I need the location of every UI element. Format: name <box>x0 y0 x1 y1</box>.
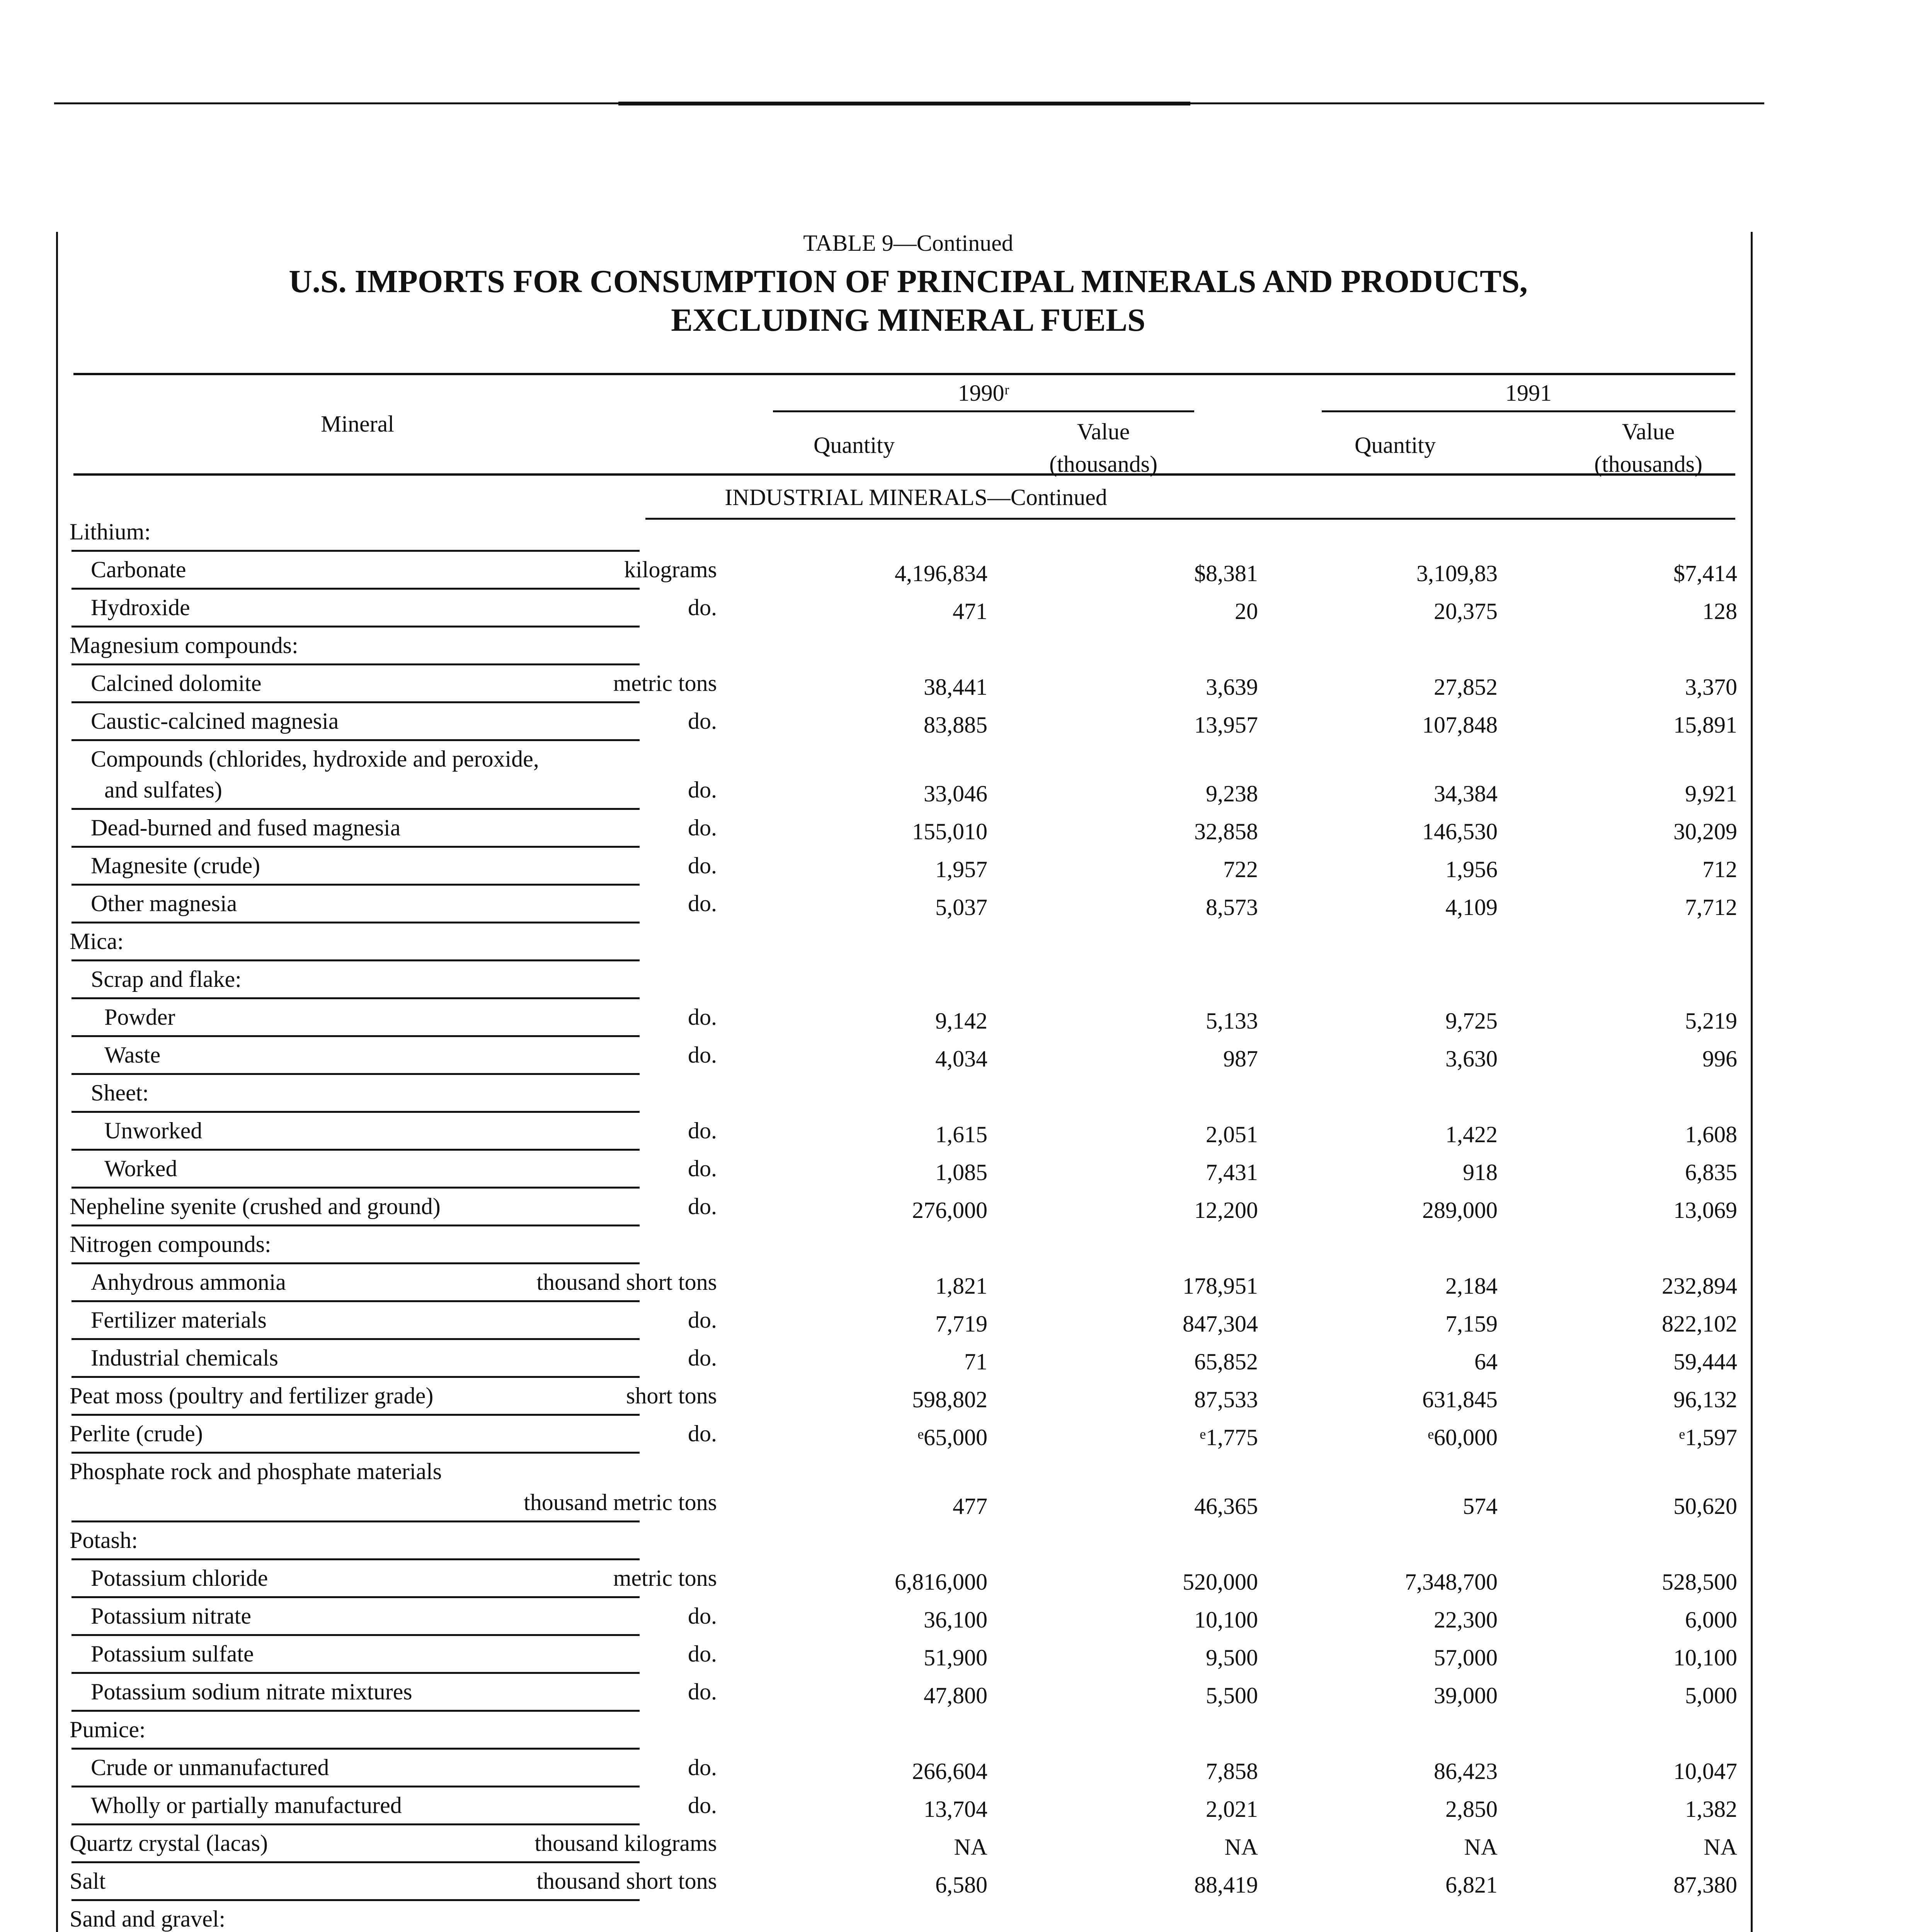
value-1991-cell: 9,921 <box>1685 781 1737 806</box>
unit-label: metric tons <box>613 1565 717 1591</box>
quantity-1990-cell: 471 <box>953 599 987 624</box>
mineral-label: and sulfates) <box>104 777 222 803</box>
quantity-1990-cell: 36,100 <box>924 1607 987 1633</box>
mineral-label: Dead-burned and fused magnesia <box>91 815 401 840</box>
table-row <box>71 772 1737 810</box>
table-row <box>71 628 1737 665</box>
col-header-value-1991 <box>1557 415 1739 480</box>
mineral-label: Waste <box>104 1042 161 1068</box>
table-row <box>71 1560 1737 1598</box>
table-row <box>71 741 1737 772</box>
value-label: Value <box>1077 419 1130 444</box>
quantity-1990-cell: NA <box>954 1834 987 1860</box>
value-1990-cell: 7,431 <box>1206 1160 1258 1185</box>
quantity-1990-cell: 1,821 <box>935 1273 987 1299</box>
value-1990-cell: 8,573 <box>1206 895 1258 920</box>
value-1990-cell: 5,500 <box>1206 1683 1258 1708</box>
value-1990-cell: 9,238 <box>1206 781 1258 806</box>
table-row <box>71 703 1737 741</box>
col-header-quantity-1991: Quantity <box>1355 432 1436 458</box>
mineral-label: Unworked <box>104 1118 203 1143</box>
table-body <box>71 514 1737 1932</box>
value-1991-cell: 96,132 <box>1673 1387 1737 1412</box>
quantity-1990-cell: 5,037 <box>935 895 987 920</box>
quantity-1990-cell: 6,580 <box>935 1872 987 1898</box>
header-top-rule <box>73 373 1735 375</box>
value-1991-cell: 10,047 <box>1673 1759 1737 1784</box>
unit-label: do. <box>688 1421 717 1446</box>
unit-label: do. <box>688 1345 717 1371</box>
mineral-label: Other magnesia <box>91 891 237 916</box>
unit-label: kilograms <box>624 557 717 582</box>
quantity-1990-cell: 51,900 <box>924 1645 987 1670</box>
mineral-label: Fertilizer materials <box>91 1307 267 1333</box>
table-row <box>71 1189 1737 1226</box>
mineral-label: Quartz crystal (lacas) <box>70 1830 268 1856</box>
quantity-1991-cell: 7,348,700 <box>1405 1569 1498 1595</box>
quantity-1990-cell: 1,615 <box>935 1122 987 1147</box>
section-header: INDUSTRIAL MINERALS—Continued <box>725 485 1107 510</box>
mineral-label: Peat moss (poultry and fertilizer grade) <box>70 1383 434 1408</box>
quantity-1991-cell: 20,375 <box>1434 599 1498 624</box>
quantity-1990-cell: 33,046 <box>924 781 987 806</box>
unit-label: do. <box>688 1004 717 1030</box>
mineral-label: Perlite (crude) <box>70 1421 203 1446</box>
table-row <box>71 1340 1737 1378</box>
value-1991-cell: ᵉ1,597 <box>1679 1425 1737 1450</box>
table-row <box>71 1485 1737 1522</box>
quantity-1991-cell: 27,852 <box>1434 674 1498 700</box>
mineral-label: Sand and gravel: <box>70 1906 226 1932</box>
table-row <box>71 886 1737 923</box>
col-header-mineral: Mineral <box>321 411 394 437</box>
table-title: U.S. IMPORTS FOR CONSUMPTION OF PRINCIPAL MINERALS AND PRODUCTS, <box>289 264 1528 299</box>
value-1990-cell: ᵉ1,775 <box>1200 1425 1258 1450</box>
unit-label: metric tons <box>613 670 717 696</box>
mineral-label: Lithium: <box>70 519 151 544</box>
quantity-1991-cell: ᵉ60,000 <box>1428 1425 1498 1450</box>
value-1991-cell: 822,102 <box>1662 1311 1737 1337</box>
quantity-1990-cell: 1,085 <box>935 1160 987 1185</box>
table-row <box>71 1226 1737 1264</box>
table-row <box>71 1113 1737 1151</box>
mineral-label: Anhydrous ammonia <box>91 1269 286 1295</box>
value-1991-cell: 3,370 <box>1685 674 1737 700</box>
quantity-1990-cell: 47,800 <box>924 1683 987 1708</box>
value-1990-cell: 13,957 <box>1194 712 1258 738</box>
unit-label: do. <box>688 1603 717 1629</box>
value-1990-cell: 2,051 <box>1206 1122 1258 1147</box>
table-row <box>71 552 1737 590</box>
quantity-1991-cell: 918 <box>1463 1160 1498 1185</box>
value-1990-cell: 12,200 <box>1194 1197 1258 1223</box>
quantity-1991-cell: 64 <box>1474 1349 1498 1374</box>
quantity-1991-cell: 107,848 <box>1422 712 1498 738</box>
value-label: Value <box>1622 419 1675 444</box>
thousands-label: (thousands) <box>1594 451 1702 477</box>
unit-label: do. <box>688 708 717 734</box>
value-1990-cell: 7,858 <box>1206 1759 1258 1784</box>
value-1990-cell: $8,381 <box>1194 561 1258 586</box>
mineral-label: Nepheline syenite (crushed and ground) <box>70 1194 441 1219</box>
value-1991-cell: 59,444 <box>1673 1349 1737 1374</box>
quantity-1991-cell: 289,000 <box>1422 1197 1498 1223</box>
col-header-quantity-1990: Quantity <box>814 432 895 458</box>
mineral-label: Potassium nitrate <box>91 1603 251 1629</box>
col-header-year-1990: 1990ʳ <box>958 380 1009 406</box>
table-row <box>71 1901 1737 1932</box>
quantity-1990-cell: 9,142 <box>935 1008 987 1034</box>
quantity-1991-cell: 1,422 <box>1445 1122 1498 1147</box>
table-row <box>71 1037 1737 1075</box>
table-row <box>71 923 1737 961</box>
value-1991-cell: 7,712 <box>1685 895 1737 920</box>
value-1991-cell: 10,100 <box>1673 1645 1737 1670</box>
value-1990-cell: 20 <box>1235 599 1258 624</box>
value-1990-cell: 88,419 <box>1194 1872 1258 1898</box>
quantity-1991-cell: 4,109 <box>1445 895 1498 920</box>
quantity-1990-cell: 4,034 <box>935 1046 987 1071</box>
mineral-label: Scrap and flake: <box>91 966 242 992</box>
table-row <box>71 1863 1737 1901</box>
value-1990-cell: 65,852 <box>1194 1349 1258 1374</box>
mineral-label: Nitrogen compounds: <box>70 1231 271 1257</box>
mineral-label: Worked <box>104 1156 177 1181</box>
table-row <box>71 848 1737 886</box>
quantity-1991-cell: 6,821 <box>1445 1872 1498 1898</box>
table-row <box>71 1825 1737 1863</box>
table-row <box>71 961 1737 999</box>
table-row <box>71 1264 1737 1302</box>
col-header-year-1991: 1991 <box>1505 380 1552 406</box>
quantity-1990-cell: 13,704 <box>924 1796 987 1822</box>
mineral-label: Wholly or partially manufactured <box>91 1793 402 1818</box>
mineral-label: Compounds (chlorides, hydroxide and peroxide, <box>91 746 539 772</box>
quantity-1990-cell: 477 <box>953 1493 987 1519</box>
mineral-label: Mica: <box>70 929 124 954</box>
mineral-label: Crude or unmanufactured <box>91 1755 329 1780</box>
table-row <box>71 1075 1737 1113</box>
table-row <box>71 514 1737 552</box>
quantity-1990-cell: 38,441 <box>924 674 987 700</box>
table-row <box>71 1151 1737 1189</box>
quantity-1991-cell: 1,956 <box>1445 857 1498 882</box>
table-row <box>71 665 1737 703</box>
mineral-label: Potassium sulfate <box>91 1641 254 1667</box>
value-1990-cell: 520,000 <box>1183 1569 1258 1595</box>
unit-label: do. <box>688 1679 717 1704</box>
value-1990-cell: 178,951 <box>1183 1273 1258 1299</box>
value-1990-cell: NA <box>1224 1834 1258 1860</box>
value-1991-cell: 1,608 <box>1685 1122 1737 1147</box>
quantity-1991-cell: 2,850 <box>1445 1796 1498 1822</box>
value-1990-cell: 32,858 <box>1194 819 1258 844</box>
quantity-1990-cell: 266,604 <box>912 1759 987 1784</box>
unit-label: do. <box>688 815 717 840</box>
left-margin-line <box>56 232 58 1932</box>
table-row <box>71 999 1737 1037</box>
quantity-1990-cell: 7,719 <box>935 1311 987 1337</box>
quantity-1991-cell: 7,159 <box>1445 1311 1498 1337</box>
unit-label: do. <box>688 1118 717 1143</box>
quantity-1991-cell: 57,000 <box>1434 1645 1498 1670</box>
mineral-label: Calcined dolomite <box>91 670 262 696</box>
table-row <box>71 810 1737 848</box>
value-1991-cell: $7,414 <box>1673 561 1737 586</box>
mineral-label: Potash: <box>70 1527 138 1553</box>
year1-rule <box>773 410 1194 412</box>
table-subtitle: EXCLUDING MINERAL FUELS <box>671 302 1146 338</box>
quantity-1990-cell: 6,816,000 <box>895 1569 987 1595</box>
mineral-label: Caustic-calcined magnesia <box>91 708 339 734</box>
mineral-label: Phosphate rock and phosphate materials <box>70 1459 442 1484</box>
table-row <box>71 1378 1737 1416</box>
value-1991-cell: 232,894 <box>1662 1273 1737 1299</box>
quantity-1991-cell: 34,384 <box>1434 781 1498 806</box>
value-1991-cell: 50,620 <box>1673 1493 1737 1519</box>
unit-label: short tons <box>626 1383 717 1408</box>
quantity-1991-cell: 631,845 <box>1422 1387 1498 1412</box>
table-row <box>71 1674 1737 1712</box>
unit-label: thousand short tons <box>536 1868 717 1894</box>
right-margin-line <box>1751 232 1753 1932</box>
table-caption: TABLE 9—Continued <box>803 230 1013 256</box>
quantity-1990-cell: 1,957 <box>935 857 987 882</box>
mineral-label: Magnesite (crude) <box>91 853 260 878</box>
table-row <box>71 1598 1737 1636</box>
unit-label: thousand short tons <box>536 1269 717 1295</box>
value-1991-cell: 87,380 <box>1673 1872 1737 1898</box>
table-row <box>71 1636 1737 1674</box>
unit-label: do. <box>688 1755 717 1780</box>
unit-label: do. <box>688 595 717 620</box>
unit-label: do. <box>688 1307 717 1333</box>
quantity-1990-cell: 598,802 <box>912 1387 987 1412</box>
unit-label: do. <box>688 1042 717 1068</box>
value-1990-cell: 5,133 <box>1206 1008 1258 1034</box>
value-1990-cell: 46,365 <box>1194 1493 1258 1519</box>
quantity-1990-cell: 4,196,834 <box>895 561 987 586</box>
quantity-1990-cell: 276,000 <box>912 1197 987 1223</box>
quantity-1991-cell: 39,000 <box>1434 1683 1498 1708</box>
value-1991-cell: 5,000 <box>1685 1683 1737 1708</box>
table-row <box>71 1302 1737 1340</box>
value-1991-cell: 128 <box>1702 599 1737 624</box>
value-1990-cell: 87,533 <box>1194 1387 1258 1412</box>
table-row <box>71 1416 1737 1454</box>
value-1990-cell: 847,304 <box>1183 1311 1258 1337</box>
value-1990-cell: 987 <box>1223 1046 1258 1071</box>
value-1991-cell: 996 <box>1702 1046 1737 1071</box>
quantity-1990-cell: 83,885 <box>924 712 987 738</box>
mineral-label: Magnesium compounds: <box>70 633 298 658</box>
table-row <box>71 1712 1737 1750</box>
mineral-label: Industrial chemicals <box>91 1345 278 1371</box>
quantity-1990-cell: 155,010 <box>912 819 987 844</box>
unit-label: do. <box>688 853 717 878</box>
mineral-label: Potassium sodium nitrate mixtures <box>91 1679 412 1704</box>
quantity-1991-cell: NA <box>1464 1834 1498 1860</box>
quantity-1991-cell: 9,725 <box>1445 1008 1498 1034</box>
value-1990-cell: 722 <box>1223 857 1258 882</box>
col-header-value-1990 <box>1013 415 1194 480</box>
unit-label: thousand metric tons <box>524 1490 717 1515</box>
quantity-1990-cell: 71 <box>964 1349 987 1374</box>
value-1990-cell: 10,100 <box>1194 1607 1258 1633</box>
value-1991-cell: 30,209 <box>1673 819 1737 844</box>
unit-label: do. <box>688 1194 717 1219</box>
quantity-1991-cell: 3,109,83 <box>1416 561 1498 586</box>
value-1991-cell: 13,069 <box>1673 1197 1737 1223</box>
quantity-1991-cell: 146,530 <box>1422 819 1498 844</box>
table-row <box>71 1522 1737 1560</box>
quantity-1991-cell: 574 <box>1463 1493 1498 1519</box>
value-1991-cell: NA <box>1704 1834 1737 1860</box>
value-1991-cell: 5,219 <box>1685 1008 1737 1034</box>
mineral-label: Sheet: <box>91 1080 149 1105</box>
quantity-1991-cell: 2,184 <box>1445 1273 1498 1299</box>
table-row <box>71 1454 1737 1485</box>
value-1991-cell: 528,500 <box>1662 1569 1737 1595</box>
value-1991-cell: 712 <box>1702 857 1737 882</box>
value-1991-cell: 1,382 <box>1685 1796 1737 1822</box>
unit-label: do. <box>688 1793 717 1818</box>
mineral-label: Pumice: <box>70 1717 146 1742</box>
value-1991-cell: 6,835 <box>1685 1160 1737 1185</box>
mineral-label: Salt <box>70 1868 106 1894</box>
unit-label: do. <box>688 1641 717 1667</box>
quantity-1991-cell: 3,630 <box>1445 1046 1498 1071</box>
unit-label: do. <box>688 1156 717 1181</box>
table-row <box>71 590 1737 628</box>
thousands-label: (thousands) <box>1049 451 1157 477</box>
quantity-1990-cell: ᵉ65,000 <box>917 1425 987 1450</box>
mineral-label: Hydroxide <box>91 595 190 620</box>
year2-rule <box>1322 410 1735 412</box>
mineral-label: Potassium chloride <box>91 1565 268 1591</box>
value-1990-cell: 9,500 <box>1206 1645 1258 1670</box>
quantity-1991-cell: 22,300 <box>1434 1607 1498 1633</box>
header-bottom-rule <box>73 473 1735 476</box>
value-1991-cell: 15,891 <box>1673 712 1737 738</box>
top-rule-thick <box>618 102 1190 105</box>
value-1991-cell: 6,000 <box>1685 1607 1737 1633</box>
table-row <box>71 1750 1737 1787</box>
unit-label: do. <box>688 777 717 803</box>
table-row <box>71 1787 1737 1825</box>
unit-label: thousand kilograms <box>534 1830 717 1856</box>
mineral-label: Powder <box>104 1004 175 1030</box>
value-1990-cell: 2,021 <box>1206 1796 1258 1822</box>
quantity-1991-cell: 86,423 <box>1434 1759 1498 1784</box>
unit-label: do. <box>688 891 717 916</box>
mineral-label: Carbonate <box>91 557 186 582</box>
value-1990-cell: 3,639 <box>1206 674 1258 700</box>
